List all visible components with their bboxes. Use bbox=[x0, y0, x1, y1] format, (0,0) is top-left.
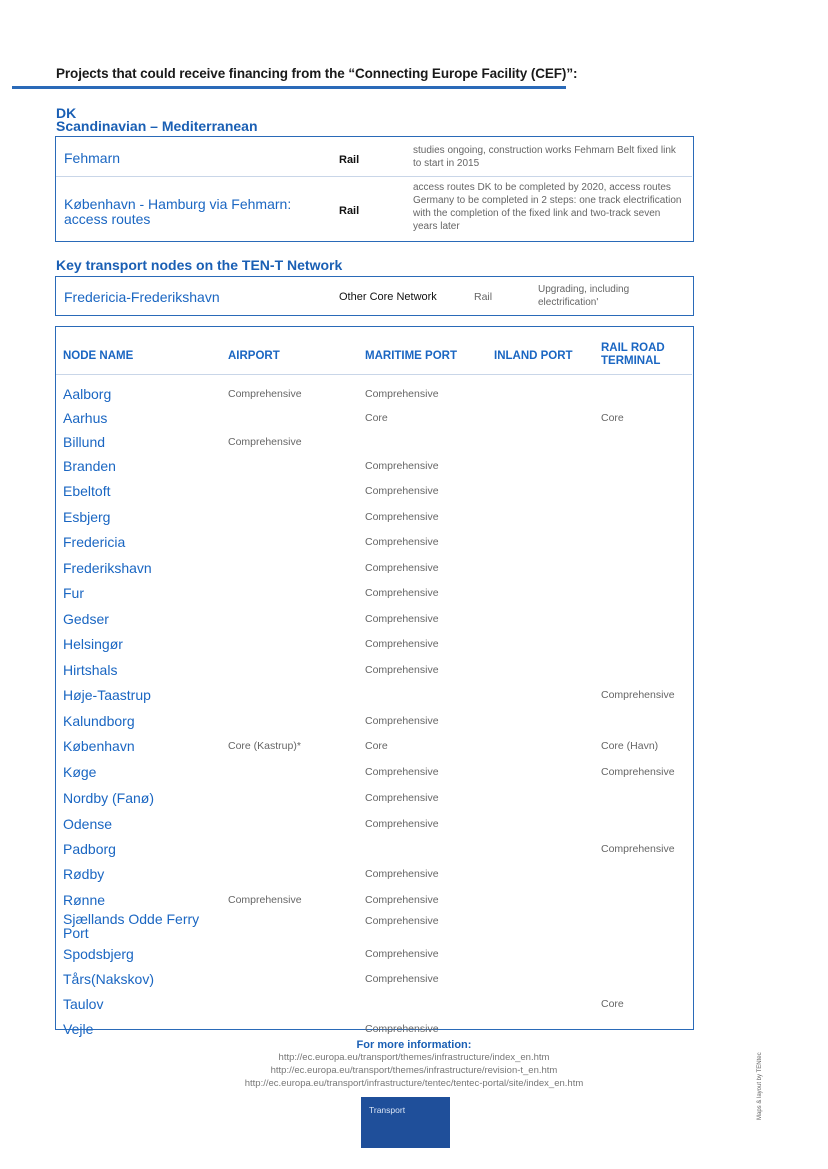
node-maritime-value: Comprehensive bbox=[365, 587, 439, 599]
node-name: Esbjerg bbox=[63, 509, 111, 525]
node-name: Kalundborg bbox=[63, 713, 135, 729]
node-maritime-value: Comprehensive bbox=[365, 460, 439, 472]
node-maritime-value: Core bbox=[365, 740, 388, 752]
node-name: Høje-Taastrup bbox=[63, 687, 151, 703]
col-header-node: NODE NAME bbox=[63, 350, 134, 362]
project-description: Upgrading, including electrification' bbox=[538, 284, 630, 308]
node-maritime-value: Comprehensive bbox=[365, 868, 439, 880]
project-name: København - Hamburg via Fehmarn: access routes bbox=[64, 196, 292, 227]
node-railroad-value: Comprehensive bbox=[601, 843, 675, 855]
node-name: Ebeltoft bbox=[63, 483, 111, 499]
node-name: Hirtshals bbox=[63, 662, 118, 678]
node-railroad-value: Comprehensive bbox=[601, 689, 675, 701]
node-railroad-value: Core bbox=[601, 998, 624, 1010]
node-name: Fur bbox=[63, 585, 84, 601]
node-airport-value: Comprehensive bbox=[228, 894, 302, 906]
node-name: Taulov bbox=[63, 996, 104, 1012]
project-mode: Rail bbox=[339, 154, 360, 166]
node-maritime-value: Comprehensive bbox=[365, 613, 439, 625]
project-mode: Rail bbox=[339, 205, 360, 217]
node-maritime-value: Comprehensive bbox=[365, 973, 439, 985]
node-railroad-value: Core bbox=[601, 412, 624, 424]
node-maritime-value: Comprehensive bbox=[365, 948, 439, 960]
node-maritime-value: Comprehensive bbox=[365, 792, 439, 804]
node-airport-value: Comprehensive bbox=[228, 388, 302, 400]
col-header-maritime: MARITIME PORT bbox=[365, 350, 457, 362]
node-name: Sjællands Odde Ferry Port bbox=[63, 911, 200, 941]
node-name: Padborg bbox=[63, 841, 116, 857]
node-name: Odense bbox=[63, 816, 113, 832]
node-maritime-value: Comprehensive bbox=[365, 766, 439, 778]
node-maritime-value: Comprehensive bbox=[365, 511, 439, 523]
project-mode: Rail bbox=[474, 291, 493, 303]
node-name: Vejle bbox=[63, 1021, 94, 1037]
node-name: Rødby bbox=[63, 866, 105, 882]
node-name: Aalborg bbox=[63, 386, 112, 402]
nodes-table bbox=[55, 326, 694, 1037]
corridor-projects-table bbox=[55, 136, 694, 242]
project-name: Fehmarn bbox=[64, 150, 121, 166]
node-name: Billund bbox=[63, 434, 106, 450]
transport-badge bbox=[361, 1097, 450, 1148]
project-description: access routes DK to be completed by 2020, access routes Germany to be completed in 2 steps: one track electrification with the completion of the fixed link and two-track seven years later bbox=[413, 182, 682, 232]
page-heading: Projects that could receive financing from the “Connecting Europe Facility (CEF)”: bbox=[56, 66, 578, 81]
layout-credit bbox=[757, 1052, 771, 1120]
node-maritime-value: Comprehensive bbox=[365, 485, 439, 497]
node-name: Frederikshavn bbox=[63, 560, 152, 576]
country-label: DK bbox=[56, 105, 77, 121]
node-maritime-value: Comprehensive bbox=[365, 915, 439, 927]
node-maritime-value: Comprehensive bbox=[365, 1023, 439, 1035]
node-name: Branden bbox=[63, 458, 116, 474]
node-name: Spodsbjerg bbox=[63, 946, 134, 962]
node-maritime-value: Comprehensive bbox=[365, 638, 439, 650]
node-maritime-value: Comprehensive bbox=[365, 562, 439, 574]
node-name: Gedser bbox=[63, 611, 109, 627]
col-header-inland: INLAND PORT bbox=[494, 350, 573, 362]
node-name: Tårs(Nakskov) bbox=[63, 971, 155, 987]
node-name: Fredericia bbox=[63, 534, 126, 550]
info-link[interactable]: http://ec.europa.eu/transport/themes/infrastructure/index_en.htm bbox=[278, 1052, 550, 1063]
node-maritime-value: Core bbox=[365, 412, 388, 424]
node-name: København bbox=[63, 738, 135, 754]
nodes-section-title: Key transport nodes on the TEN-T Network bbox=[56, 257, 343, 273]
node-maritime-value: Comprehensive bbox=[365, 818, 439, 830]
node-name: Køge bbox=[63, 764, 97, 780]
node-name: Aarhus bbox=[63, 410, 108, 426]
col-header-airport: AIRPORT bbox=[228, 350, 280, 362]
node-railroad-value: Comprehensive bbox=[601, 766, 675, 778]
node-maritime-value: Comprehensive bbox=[365, 664, 439, 676]
node-maritime-value: Comprehensive bbox=[365, 388, 439, 400]
node-name: Nordby (Fanø) bbox=[63, 790, 155, 806]
node-maritime-value: Comprehensive bbox=[365, 894, 439, 906]
project-network: Other Core Network bbox=[339, 291, 437, 303]
header-divider bbox=[56, 374, 692, 375]
row-divider bbox=[56, 176, 692, 177]
info-link[interactable]: http://ec.europa.eu/transport/themes/infrastructure/revision-t_en.htm bbox=[270, 1065, 558, 1076]
node-maritime-value: Comprehensive bbox=[365, 715, 439, 727]
project-description: studies ongoing, construction works Fehmarn Belt fixed link to start in 2015 bbox=[413, 145, 676, 169]
more-info-title: For more information: bbox=[356, 1039, 472, 1051]
credit-text: Maps & layout by TENtec bbox=[757, 1052, 763, 1120]
node-name: Rønne bbox=[63, 892, 106, 908]
node-airport-value: Comprehensive bbox=[228, 436, 302, 448]
heading-underline bbox=[12, 86, 566, 89]
corridor-title: Scandinavian – Mediterranean bbox=[56, 118, 258, 134]
badge-label: Transport bbox=[369, 1105, 406, 1115]
project-name: Fredericia-Frederikshavn bbox=[64, 289, 220, 305]
info-link[interactable]: http://ec.europa.eu/transport/infrastructure/tentec/tentec-portal/site/index_en.htm bbox=[244, 1078, 584, 1089]
node-name: Helsingør bbox=[63, 636, 123, 652]
node-airport-value: Core (Kastrup)* bbox=[228, 740, 301, 752]
col-header-railroad: RAIL ROAD TERMINAL bbox=[601, 342, 665, 367]
node-railroad-value: Core (Havn) bbox=[601, 740, 659, 752]
node-maritime-value: Comprehensive bbox=[365, 536, 439, 548]
core-network-project bbox=[55, 276, 694, 316]
